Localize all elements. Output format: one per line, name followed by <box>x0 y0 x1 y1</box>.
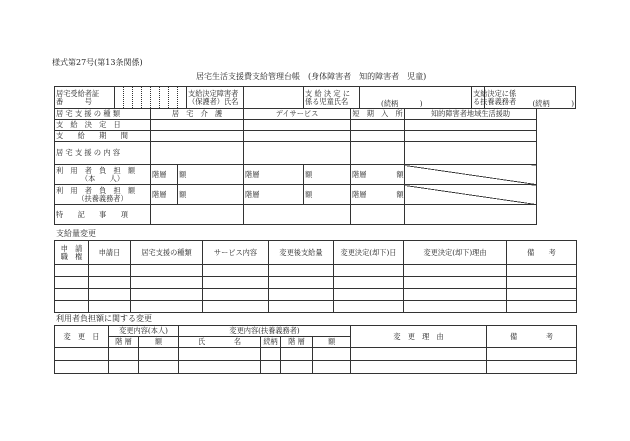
id-digit-cell[interactable] <box>115 87 124 109</box>
support-content-short-stay[interactable] <box>351 142 405 165</box>
support-content-home-care[interactable] <box>151 142 244 165</box>
support-type-label: 居 宅 支 援 の 種 類 <box>55 109 151 120</box>
period-day-service[interactable] <box>244 131 351 142</box>
notes-group-home[interactable] <box>405 205 537 225</box>
decided-person-name-cell[interactable] <box>244 87 304 109</box>
burden-dep-diagonal-cell <box>405 185 537 205</box>
burden-self-amount: 額 <box>178 165 244 185</box>
burden-dep-label: 利 用 者 負 担 額 （扶養義務者） <box>55 185 151 205</box>
decision-date-short-stay[interactable] <box>351 120 405 131</box>
section-change-heading: 支給量変更 <box>56 229 96 238</box>
form-number: 様式第27号(第13条関係) <box>52 58 143 67</box>
id-digit-cell[interactable] <box>169 87 178 109</box>
header-application-date: 申請日 <box>89 241 131 265</box>
column-short-stay: 短 期 入 所 <box>352 109 403 119</box>
header-decision-date: 変更決定(却下)日 <box>334 241 404 265</box>
id-digit-cell[interactable] <box>178 87 187 109</box>
header-change-date: 変 更 日 <box>55 326 109 348</box>
burden-dep-amount: 額 <box>178 185 244 205</box>
sub-amount-self: 額 <box>139 337 179 348</box>
period-home-care[interactable] <box>151 131 244 142</box>
table-row <box>55 289 577 301</box>
header-service-content: サービス内容 <box>203 241 269 265</box>
sub-tier-self: 階 層 <box>109 337 139 348</box>
sub-amount-dependent: 額 <box>313 337 351 348</box>
burden-self-tier: 階層 <box>151 165 178 185</box>
table-row <box>55 277 577 289</box>
id-digit-cell[interactable] <box>151 87 160 109</box>
notes-home-care[interactable] <box>151 205 244 225</box>
column-home-care: 居 宅 介 護 <box>151 109 244 120</box>
child-name-cell[interactable] <box>360 87 472 109</box>
period-group-home[interactable] <box>405 131 537 142</box>
burden-dep-tier-2: 階層 <box>244 185 304 205</box>
header-application-type: 申 請 職 権 <box>55 241 89 265</box>
table-row <box>55 348 577 361</box>
header-support-type: 居宅支援の種類 <box>131 241 203 265</box>
header-new-amount: 変更後支給量 <box>269 241 334 265</box>
sub-tier-dependent: 階 層 <box>281 337 313 348</box>
burden-self-label: 利 用 者 負 担 額 （本 人） <box>55 165 151 185</box>
sub-relation-dependent: 続柄 <box>261 337 281 348</box>
header-burden-remarks: 備 考 <box>487 326 577 348</box>
table-row <box>55 301 577 313</box>
decision-date-day-service[interactable] <box>244 120 351 131</box>
burden-change-table <box>54 325 577 374</box>
header-change-reason: 変 更 理 由 <box>351 326 487 348</box>
section-burden-heading: 利用者負担額に関する変更 <box>56 314 152 323</box>
table-row <box>55 265 577 277</box>
period-short-stay[interactable] <box>351 131 405 142</box>
decision-date-group-home[interactable] <box>405 120 537 131</box>
burden-self-tier-2: 階層 <box>244 165 304 185</box>
main-ledger-table <box>54 86 576 225</box>
support-content-label: 居 宅 支 援 の 内 容 <box>55 142 151 165</box>
dependent-label: 支給決定に係 る扶養義務者 <box>472 87 485 109</box>
page-title: 居宅生活支援費支給管理台帳 (身体障害者 知的障害者 児童) <box>196 72 427 81</box>
decision-date-label: 支 給 決 定 日 <box>55 120 151 131</box>
column-day-service: デイサービス <box>244 109 351 120</box>
child-name-label: 支 給 決 定 に 係る児童氏名 <box>304 87 360 109</box>
column-group-home: 知的障害者地域生活援助 <box>405 109 537 120</box>
header-decision-reason: 変更決定(却下)理由 <box>404 241 507 265</box>
child-relation-label: (続柄 ) <box>381 99 423 109</box>
id-digit-cell[interactable] <box>133 87 142 109</box>
header-content-dependent: 変更内容(扶養義務者) <box>179 326 351 337</box>
burden-self-amount-2: 額 <box>304 165 351 185</box>
burden-dep-amount-2: 額 <box>304 185 351 205</box>
burden-dep-tier: 階層 <box>151 185 178 205</box>
burden-self-tier-3: 階層 額 <box>351 165 405 185</box>
burden-self-diagonal-cell <box>405 165 537 185</box>
id-digit-cell[interactable] <box>124 87 133 109</box>
support-content-day-service[interactable] <box>244 142 351 165</box>
id-digit-cell[interactable] <box>160 87 169 109</box>
dependent-relation-label: (続柄 ) <box>532 99 574 109</box>
support-content-group-home[interactable] <box>405 142 537 165</box>
notes-day-service[interactable] <box>244 205 351 225</box>
notes-label: 特 記 事 項 <box>55 205 151 225</box>
header-remarks: 備 考 <box>507 241 577 265</box>
period-label: 支 給 期 間 <box>55 131 151 142</box>
burden-dep-tier-3: 階層 額 <box>351 185 405 205</box>
sub-name-dependent: 氏 名 <box>179 337 261 348</box>
decided-person-label: 支給決定障害者 （保護者）氏名 <box>187 87 244 109</box>
decision-date-home-care[interactable] <box>151 120 244 131</box>
header-content-self: 変更内容(本人) <box>109 326 179 337</box>
table-row <box>55 361 577 374</box>
recipient-id-label: 居宅受給者証 番 号 <box>55 87 115 109</box>
change-table <box>54 240 577 313</box>
notes-short-stay[interactable] <box>351 205 405 225</box>
id-digit-cell[interactable] <box>142 87 151 109</box>
